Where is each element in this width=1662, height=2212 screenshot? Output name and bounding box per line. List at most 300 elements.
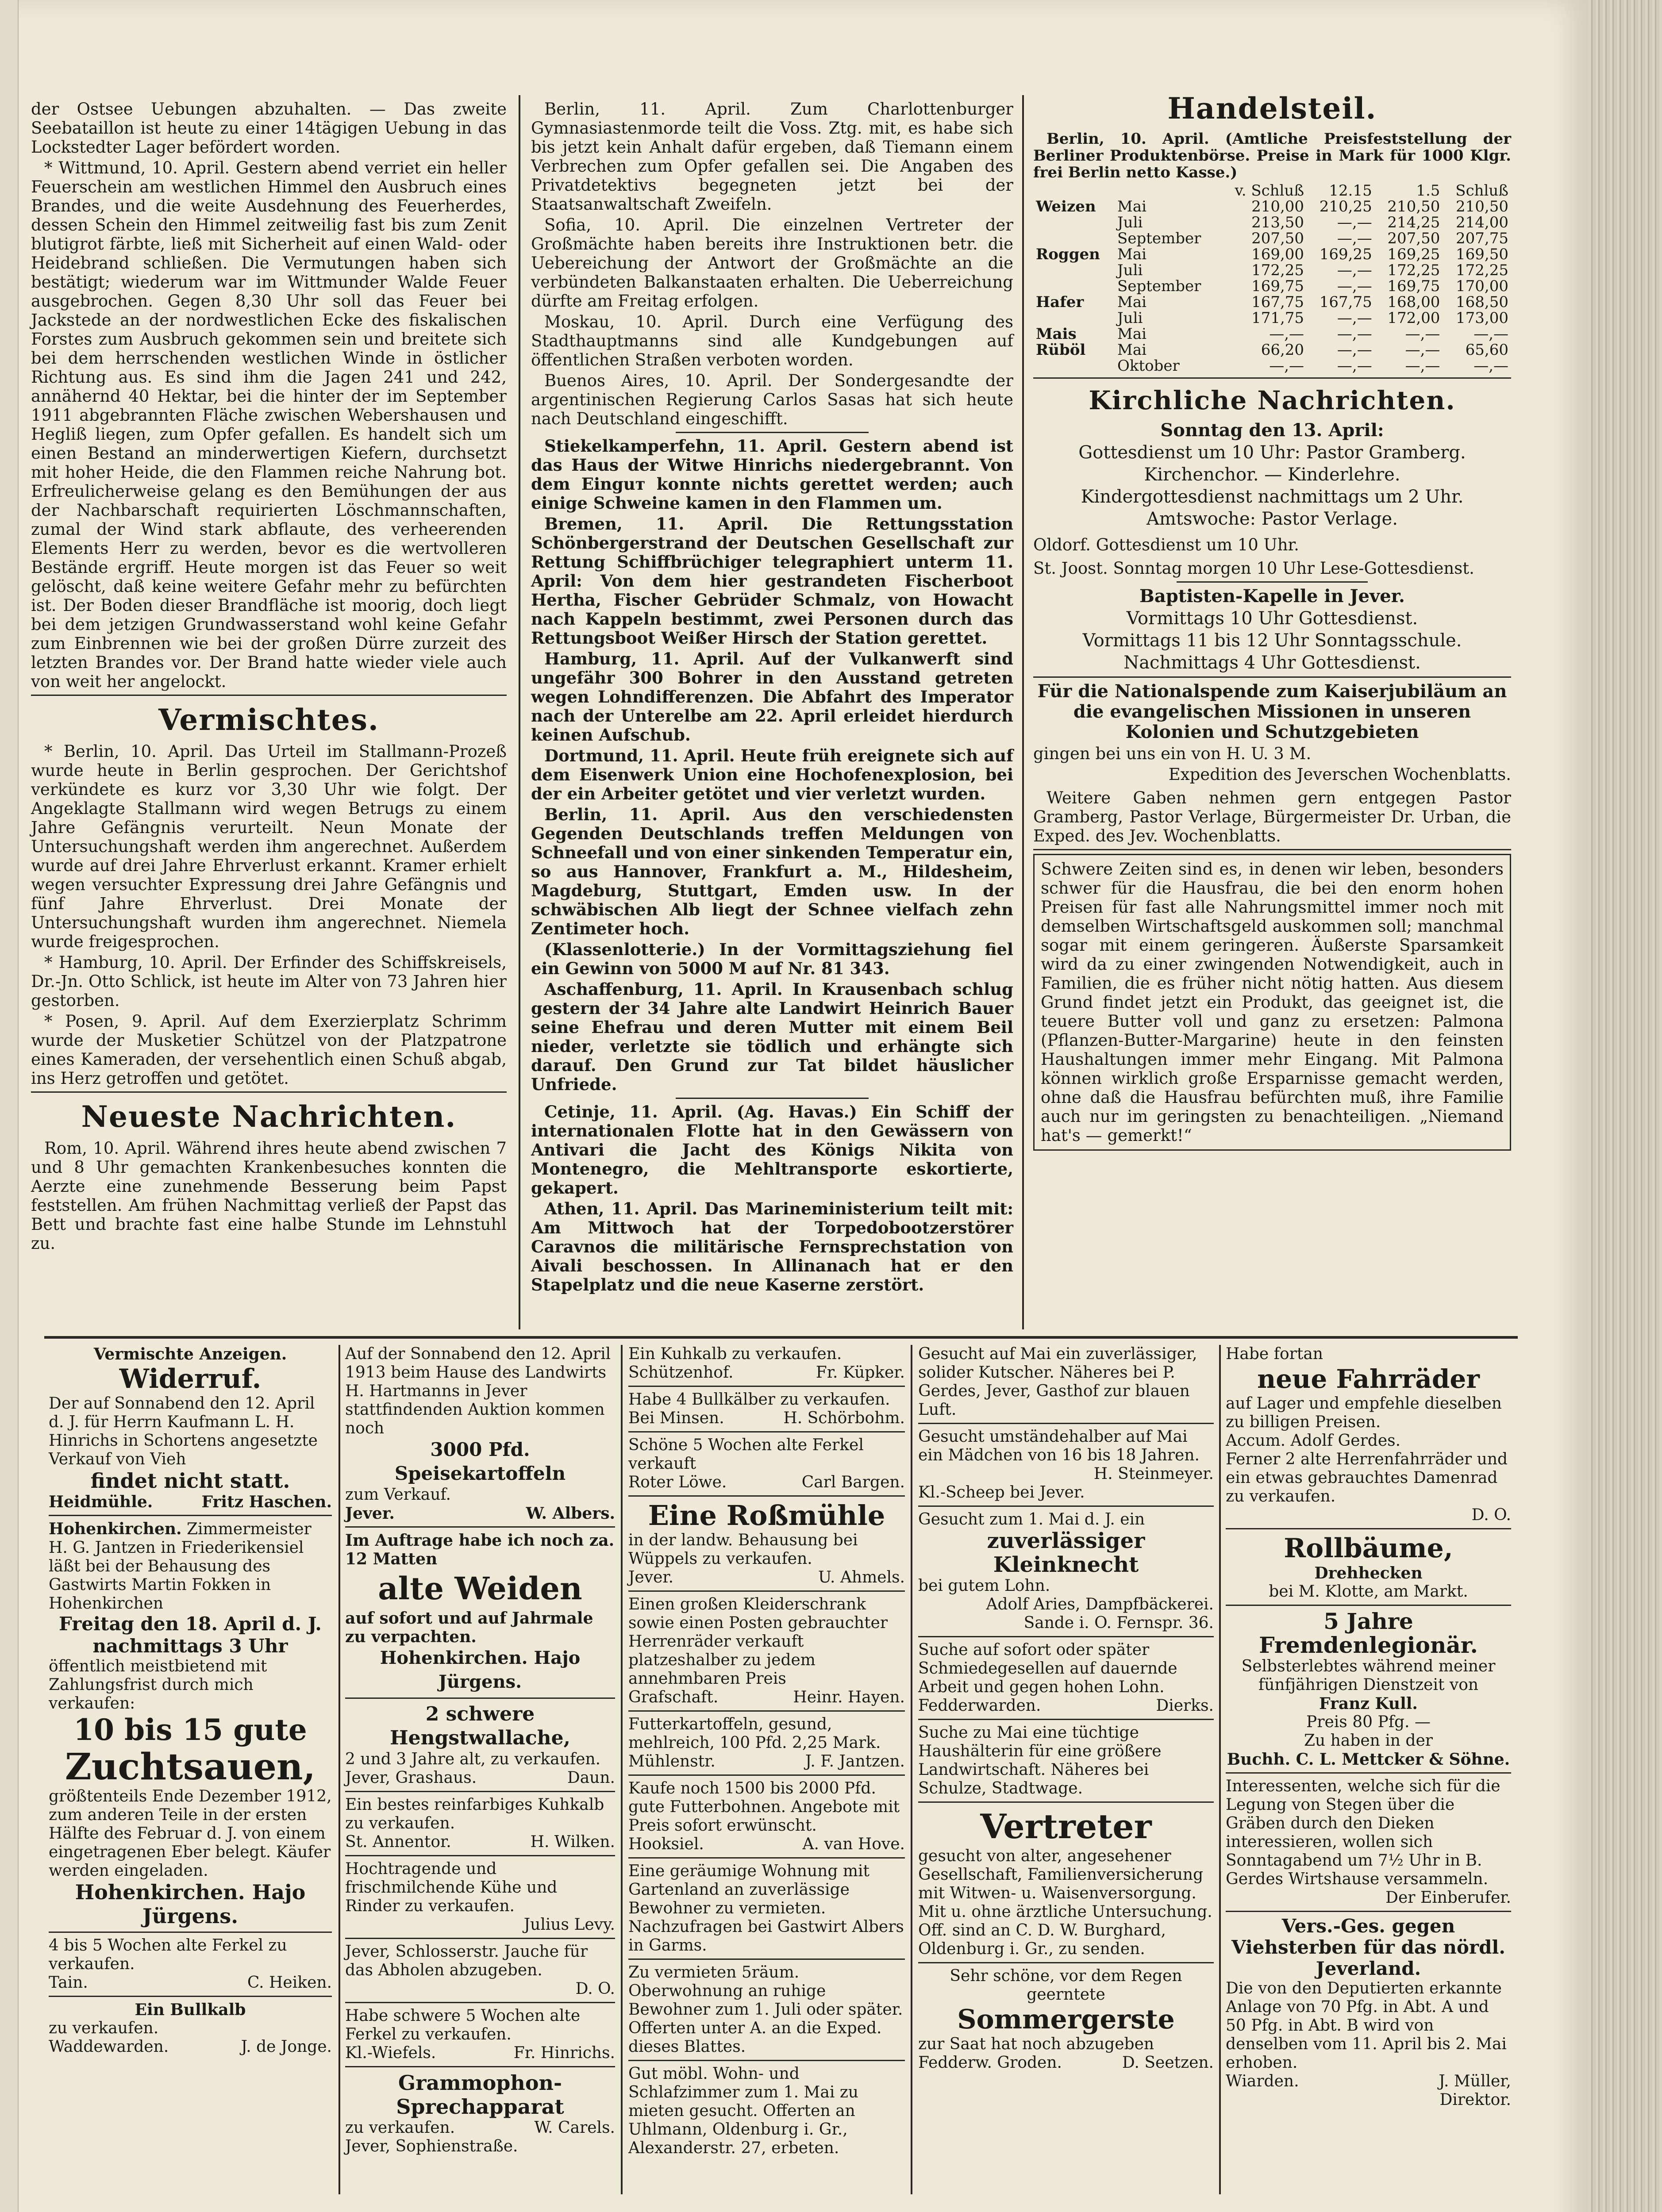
ad-text: Habe schwere 5 Wochen alte Ferkel zu verkaufen.	[345, 2007, 581, 2043]
ad-signer: H. Schörbohm.	[783, 1409, 905, 1427]
article-paragraph: (Klassenlotterie.) In der Vormittagsziehung fiel ein Gewinn von 5000 M auf Nr. 81 343.	[531, 940, 1013, 978]
price-cell: 171,75	[1251, 309, 1304, 327]
price-cell: 210,00	[1251, 198, 1304, 215]
ad-headline: Eine Roßmühle	[648, 1499, 885, 1532]
ads-column-c	[628, 1345, 905, 2158]
ad-text: Suche zu Mai eine tüchtige Haushälterin für eine größere Landwirtschaft. Näheres bei Schulze, Stadtwage.	[918, 1724, 1162, 1797]
month-cell: Mai	[1117, 246, 1147, 263]
ad-signer: Fr. Hinrichs.	[513, 2044, 615, 2062]
ad-divider	[628, 2060, 905, 2061]
ad-shop: Buchh. C. L. Mettcker & Söhne.	[1227, 1750, 1510, 1769]
month-cell: Mai	[1117, 341, 1147, 359]
month-cell: Mai	[1117, 293, 1147, 311]
article-paragraph: der Ostsee Uebungen abzuhalten. — Das zweite Seebataillon ist heute zu einer 14tägigen Uebung in das Lockstedter Lager befördert worden.	[31, 100, 507, 157]
price-cell: 214,25	[1387, 214, 1440, 231]
ad-place: Hooksiel.	[628, 1835, 704, 1853]
ad-text-body: Zimmermeister H. G. Jantzen in Friederikensiel läßt bei der Behausung des Gastwirts Martin Fokken in Hohenkirchen	[49, 1520, 312, 1613]
column-1	[31, 100, 507, 1255]
ad-signer: D. Seetzen.	[1122, 2054, 1214, 2072]
ad-divider	[918, 1719, 1214, 1720]
ad-signature	[345, 2119, 615, 2137]
section-heading-handelsteil: Handelsteil.	[1167, 91, 1377, 126]
ad-text: auf Lager und empfehle dieselben zu billigen Preisen.	[1226, 1394, 1502, 1431]
ad-divider	[628, 1590, 905, 1592]
price-cell: 213,50	[1251, 214, 1304, 231]
price-cell: —,—	[1337, 341, 1372, 359]
table-header-cell: Schluß	[1455, 182, 1508, 200]
article-paragraph: Bremen, 11. April. Die Rettungsstation Schönbergerstrand der Deutschen Gesellschaft zur Rettung Schiffbrüchiger telegraphiert unterm 11. April: Von dem hier gestrandeten Fischerboot Hertha, Fischer Gebrüder Schmalz, von Howacht nach Kappeln bestimmt, zwei Personen durch das Rettungsboot Weißer Hirsch der Station gerettet.	[531, 514, 1013, 648]
ad-divider	[628, 1431, 905, 1432]
ad-divider	[628, 1857, 905, 1859]
article-paragraph: Athen, 11. April. Das Marineministerium teilt mit: Am Mittwoch hat der Torpedobootzerstörer Caravnos die militärische Fernsprechstation von Aivali beschossen. In Allinanach hat er den Stapelplatz und die neue Kaserne zerstört.	[531, 1199, 1013, 1294]
service-line: Nachmittags 4 Uhr Gottesdienst.	[1123, 653, 1421, 673]
section-divider	[676, 432, 869, 433]
section-divider	[31, 695, 507, 696]
ad-divider	[345, 2066, 615, 2067]
ad-signer-title: Direktor.	[1439, 2091, 1511, 2109]
section-heading-neueste: Neueste Nachrichten.	[81, 1099, 457, 1134]
price-cell: —,—	[1269, 357, 1304, 375]
price-cell: —,—	[1269, 325, 1304, 343]
month-cell: September	[1117, 277, 1201, 295]
price-cell: 169,00	[1251, 246, 1304, 263]
ad-address: Jever, Sophienstraße.	[345, 2137, 518, 2155]
ad-headline: neue Fahrräder	[1257, 1364, 1480, 1394]
ad-signer: J. Müller,	[1439, 2072, 1511, 2090]
ad-text: größtenteils Ende Dezember 1912, zum anderen Teile in der ersten Hälfte des Februar d. J. von einem eingetragenen Eber belegt. Käufer werden eingeladen.	[49, 1787, 332, 1880]
commodity-cell: Weizen	[1036, 198, 1096, 215]
latest-telegrams	[531, 437, 1013, 1294]
column-rule	[1219, 1345, 1221, 2194]
service-line: Gottesdienst um 10 Uhr: Pastor Gramberg.	[1078, 442, 1466, 463]
article-paragraph: * Hamburg, 10. April. Der Erfinder des Schiffskreisels, Dr.-Jn. Otto Schlick, ist heute im Alter von 73 Jahren hier gestorben.	[31, 953, 507, 1010]
ad-headline: 3000 Pfd. Speisekartoffeln	[394, 1439, 566, 1484]
table-header-cell: v. Schluß	[1235, 182, 1304, 200]
ad-divider	[345, 1938, 615, 1939]
book-edge	[1589, 0, 1662, 2212]
ad-text	[49, 1520, 332, 1613]
price-cell: —,—	[1405, 325, 1440, 343]
price-cell: —,—	[1473, 357, 1508, 375]
price-cell: —,—	[1337, 309, 1372, 327]
ad-headline: Rollbäume,	[1284, 1533, 1453, 1564]
ad-signer: Daun.	[567, 1769, 615, 1787]
ad-signer: W. Carels.	[534, 2119, 615, 2137]
ad-headline: Grammophon-Sprechapparat	[396, 2071, 564, 2119]
table-row	[1033, 310, 1511, 326]
ad-divider	[1226, 1605, 1511, 1606]
article-paragraph: Stiekelkamperfehn, 11. April. Gestern abend ist das Haus der Witwe Hinrichs niedergebrannt. Von dem Einguт konnte nichts gerettet werden; auch einige Schweine kamen in den Flammen um.	[531, 436, 1013, 513]
ad-place: Fedderw. Groden.	[918, 2054, 1062, 2072]
ad-divider	[49, 1932, 332, 1933]
baptist-heading: Baptisten-Kapelle in Jever.	[1139, 586, 1405, 607]
ad-divider	[49, 1996, 332, 1997]
ad-place: Hohenkirchen.	[49, 1520, 182, 1538]
ad-signature: Der Einberufer.	[1385, 1889, 1511, 1907]
ad-signature	[345, 1504, 615, 1523]
ad-author: Franz Kull.	[1319, 1694, 1418, 1713]
ad-signature	[49, 2038, 332, 2056]
price-cell: 172,25	[1251, 261, 1304, 279]
ad-text: Eine geräumige Wohnung mit Gartenland an zuverlässige Bewohner zu vermieten. Nachzufragen bei Gastwirt Albers in Garms.	[628, 1862, 904, 1955]
price-cell: 173,00	[1456, 309, 1508, 327]
price-cell: 167,75	[1319, 293, 1372, 311]
column-rule	[621, 1345, 623, 2194]
table-header-cell	[1033, 183, 1115, 199]
ad-text: zu verkaufen.	[49, 2019, 159, 2037]
ad-text: Ein bestes reinfarbiges Kuhkalb zu verkaufen.	[345, 1796, 604, 1832]
ad-price: Preis 80 Pfg. —	[1306, 1713, 1431, 1731]
ad-signer: C. Heiken.	[247, 1974, 332, 1992]
table-header-row	[1033, 183, 1511, 199]
section-heading-vermischtes: Vermischtes.	[158, 703, 379, 737]
ad-text: zu verkaufen.	[345, 2119, 455, 2137]
ad-headline: Sommergerste	[957, 2004, 1175, 2035]
service-line: Oldorf. Gottesdienst um 10 Uhr.	[1033, 535, 1299, 554]
ad-place: Fedderwarden.	[918, 1697, 1041, 1715]
ad-address: Kl.-Scheep bei Jever.	[918, 1483, 1085, 1502]
price-cell: 170,00	[1456, 277, 1508, 295]
ad-headline: Vertreter	[980, 1807, 1152, 1846]
donation-heading: Für die Nationalspende zum Kaiserjubiläum an die evangelischen Missionen in unseren Kolonien und Schutzgebieten	[1037, 681, 1507, 742]
commodity-cell: Rüböl	[1036, 341, 1086, 359]
ad-divider	[918, 1423, 1214, 1424]
price-cell: 172,00	[1387, 309, 1440, 327]
ad-headline: alte Weiden	[378, 1570, 582, 1607]
ads-column-a	[49, 1345, 332, 2056]
donation-line: gingen bei uns ein von H. U. 3 M.	[1033, 744, 1312, 763]
palmona-advert: Schwere Zeiten sind es, in denen wir leben, besonders schwer für die Hausfrau, die bei den enorm hohen Preisen für fast alle Nahrungsmittel immer noch mit demselben Wirtschaftsgeld auskommen soll; manchmal sogar mit einem geringeren. Äußerste Sparsamkeit wird da zu einer zwingenden Notwendigkeit, auch in Familien, die es früher nicht nötig hatten. Aus diesem Grund findet jetzt ein Produkt, das geeignet ist, die teuere Butter voll und ganz zu ersetzen: Palmona (Pflanzen-Butter-Margarine) heute in den feinsten Haushaltungen immer mehr Eingang. Mit Palmona können wirklich große Ersparnisse gemacht werden, ohne daß die Hausfrau befürchten muß, ihre Familie auch nur im geringsten zu benachteiligen. „Niemand hat's — gemerkt!“	[1033, 854, 1511, 1151]
ad-divider	[345, 1697, 615, 1699]
price-cell: —,—	[1337, 230, 1372, 247]
ad-text: 4 bis 5 Wochen alte Ferkel zu verkaufen.	[49, 1936, 287, 1973]
ad-text: Einen großen Kleiderschrank sowie einen Posten gebrauchter Herrenräder verkauft platzeshalber zu jedem annehmbaren Preis	[628, 1595, 888, 1688]
ad-signature	[918, 2054, 1214, 2072]
price-cell: 207,75	[1456, 230, 1508, 247]
price-cell: 65,60	[1465, 341, 1508, 359]
month-cell: Juli	[1117, 261, 1143, 279]
commodity-cell	[1033, 278, 1115, 294]
ad-headline: zuverlässiger Kleinknecht	[987, 1528, 1145, 1577]
ad-signer: J. F. Jantzen.	[805, 1752, 905, 1770]
donation-signature: Expedition des Jeverschen Wochenblatts.	[1168, 765, 1511, 784]
ad-text: 2 und 3 Jahre alt, zu verkaufen.	[345, 1750, 601, 1768]
month-cell: Oktober	[1117, 357, 1180, 375]
table-header-cell: 1.5	[1416, 182, 1440, 200]
commodity-cell	[1033, 215, 1115, 230]
price-cell: 168,50	[1456, 293, 1508, 311]
table-header-cell: 12.15	[1329, 182, 1372, 200]
ad-signer: H. Wilken.	[530, 1833, 615, 1851]
price-cell: 169,50	[1456, 246, 1508, 263]
table-row	[1033, 230, 1511, 246]
ad-text: Habe 4 Bullkälber zu verkaufen.	[628, 1390, 890, 1409]
section-divider	[676, 1098, 869, 1099]
ad-headline: findet nicht statt.	[90, 1469, 290, 1493]
ad-signature	[628, 1409, 905, 1428]
article-paragraph: Buenos Aires, 10. April. Der Sondergesandte der argentinischen Regierung Carlos Sasas hat sich heute nach Deutschland eingeschifft.	[531, 371, 1013, 428]
ad-divider	[628, 1959, 905, 1960]
article-paragraph: * Posen, 9. April. Auf dem Exerzierplatz Schrimm wurde der Musketier Schützel von der Platzpatrone eines Kameraden, der versehentlich einen Schuß abgab, ins Herz getroffen und getötet.	[31, 1012, 507, 1088]
ad-text: Jever, Schlosserstr. Jauche für das Abholen abzugeben.	[345, 1943, 588, 1979]
ad-text: gesucht von alter, angesehener Gesellschaft, Familienversicherung mit Witwen- u. Waisenversorgung. Mit u. ohne ärztliche Untersuchung. Off. sind an C. D. W. Burghard, Oldenburg i. Gr., zu senden.	[918, 1847, 1212, 1958]
ad-divider	[628, 1495, 905, 1497]
column-rule	[519, 95, 520, 1329]
previous-page-edge	[0, 0, 19, 2212]
article-paragraph: Moskau, 10. April. Durch eine Verfügung des Stadthauptmanns sind alle Kundgebungen auf öffentlichen Straßen verboten worden.	[531, 312, 1013, 369]
table-row	[1033, 326, 1511, 342]
ad-title: Ein Bullkalb	[135, 2001, 246, 2019]
column-rule	[339, 1345, 340, 2194]
ad-place: Waddewarden.	[49, 2038, 169, 2056]
price-cell: 214,00	[1456, 214, 1508, 231]
price-cell: 207,50	[1251, 230, 1304, 247]
ad-divider	[345, 1855, 615, 1856]
price-cell: 167,75	[1251, 293, 1304, 311]
table-row	[1033, 215, 1511, 230]
ad-signer: Carl Bargen.	[801, 1473, 905, 1491]
ad-text: Sehr schöne, vor dem Regen geerntete	[950, 1967, 1182, 2004]
month-cell: September	[1117, 230, 1201, 247]
ad-place: Grafschaft.	[628, 1688, 719, 1706]
ad-text: Im Auftrage habe ich noch za. 12 Matten	[345, 1531, 615, 1568]
ad-divider	[49, 1515, 332, 1516]
month-cell: Mai	[1117, 325, 1147, 343]
price-cell: 169,75	[1251, 277, 1304, 295]
ad-signer: Dierks.	[1156, 1697, 1214, 1715]
section-divider	[1177, 581, 1368, 583]
commodity-cell: Roggen	[1036, 246, 1100, 263]
commodity-cell: Hafer	[1036, 293, 1084, 311]
ad-headline: 10 bis 15 gute	[73, 1713, 307, 1747]
ad-place: Kl.-Wiefels.	[345, 2044, 436, 2062]
ad-signature	[628, 1835, 905, 1854]
table-row	[1033, 342, 1511, 358]
ad-text: Ein Kuhkalb zu verkaufen.	[628, 1345, 842, 1363]
ad-text: Ferner 2 alte Herrenfahrräder und ein etwas gebrauchtes Damenrad zu verkaufen.	[1226, 1450, 1508, 1505]
price-cell: 169,25	[1387, 246, 1440, 263]
ads-divider	[44, 1336, 1518, 1339]
ad-divider	[918, 1801, 1214, 1803]
price-cell: 210,50	[1456, 198, 1508, 215]
ad-signature: Julius Levy.	[523, 1916, 615, 1934]
ad-signature	[628, 1473, 905, 1492]
ad-text: Die von den Deputierten erkannte Anlage von 70 Pfg. in Abt. A und 50 Pfg. in Abt. B wird von denselben vom 11. April bis 2. Mai erhoben.	[1226, 1979, 1507, 2072]
ads-section-heading: Vermischte Anzeigen.	[93, 1345, 287, 1363]
article-paragraph: Berlin, 11. April. Zum Charlottenburger Gymnasiastenmorde teilt die Voss. Ztg. mit, es habe sich bis jetzt kein Anhalt dafür ergeben, daß Tiemann einem Verbrechen zum Opfer gefallen sei. Die Angaben des Privatdetektivs begegneten jetzt bei der Staatsanwaltschaft Zweifeln.	[531, 100, 1013, 214]
price-cell: 169,75	[1387, 277, 1440, 295]
price-cell: —,—	[1337, 277, 1372, 295]
ad-text: Auf der Sonnabend den 12. April 1913 beim Hause des Landwirts H. Hartmanns in Jever stattfindenden Auktion kommen noch	[345, 1345, 611, 1437]
ad-text: Suche auf sofort oder später Schmiedegesellen auf dauernde Arbeit und gegen hohen Lohn.	[918, 1641, 1177, 1696]
price-cell: —,—	[1337, 261, 1372, 279]
ad-text: Drehhecken	[1314, 1564, 1423, 1582]
ad-divider	[918, 1505, 1214, 1507]
ad-place: Jever, Grashaus.	[345, 1769, 477, 1787]
ad-signature: H. Steinmeyer.	[1093, 1465, 1214, 1483]
ad-signature: Hohenkirchen. Hajo Jürgens.	[380, 1647, 581, 1692]
table-row	[1033, 294, 1511, 310]
ad-place: Schützenhof.	[628, 1363, 734, 1382]
month-cell: Mai	[1117, 198, 1147, 215]
section-divider	[1033, 377, 1511, 379]
ad-signature	[345, 1833, 615, 1851]
ad-divider	[1226, 1772, 1511, 1774]
ad-place: Wiarden.	[1226, 2072, 1299, 2090]
ad-divider	[1226, 1528, 1511, 1529]
ad-place: Roter Löwe.	[628, 1473, 727, 1491]
article-paragraph: Sofia, 10. April. Die einzelnen Vertreter der Großmächte haben bereits ihre Instruktionen betr. die Uebereichung der Antwort der Großmächte an die verbündeten Balkanstaaten erhalten. Die Ueberreichung dürfte am Freitag erfolgen.	[531, 215, 1013, 311]
ad-signer: A. van Hove.	[802, 1835, 905, 1853]
price-cell: —,—	[1337, 325, 1372, 343]
ad-date: Freitag den 18. April d. J. nachmittags 3 Uhr	[59, 1613, 322, 1657]
price-cell: —,—	[1405, 357, 1440, 375]
ad-signer: J. de Jonge.	[241, 2038, 332, 2056]
column-3	[1033, 91, 1511, 1152]
ad-line: Accum. Adolf Gerdes.	[1226, 1432, 1401, 1450]
ad-signature: Adolf Aries, Dampfbäckerei.	[986, 1595, 1214, 1613]
ad-signature	[628, 1363, 905, 1382]
month-cell: Juli	[1117, 214, 1143, 231]
ad-headline: 2 schwere Hengstwallache,	[390, 1703, 570, 1749]
ad-signature	[628, 1568, 905, 1587]
column-rule	[1022, 95, 1024, 1329]
donation-note: Weitere Gaben nehmen gern entgegen Pastor Gramberg, Pastor Verlage, Bürgermeister Dr. Urban, die Exped. des Jev. Wochenblatts.	[1033, 788, 1511, 845]
article-paragraph: Dortmund, 11. April. Heute früh ereignete sich auf dem Eisenwerk Union eine Hochofenexplosion, bei der ein Arbeiter getötet und vier verletzt wurden.	[531, 746, 1013, 803]
ad-divider	[628, 1710, 905, 1712]
ad-text: Habe fortan	[1226, 1345, 1323, 1363]
ad-divider	[1226, 1911, 1511, 1912]
ad-text: Selbsterlebtes während meiner fünfjährigen Dienstzeit von	[1241, 1657, 1496, 1694]
ad-text: Der auf Sonnabend den 12. April d. J. für Herrn Kaufmann L. H. Hinrichs in Schortens angesetzte Verkauf von Vieh	[49, 1394, 318, 1468]
ad-signature	[49, 1493, 332, 1511]
article-paragraph: Cetinje, 11. April. (Ag. Havas.) Ein Schiff der internationalen Flotte hat in den Gewässern von Antivari die Jacht des Königs Nikita von Montenegro, die Mehltransporte eskortierte, gekapert.	[531, 1102, 1013, 1198]
ad-place: Heidmühle.	[49, 1493, 153, 1511]
ad-text: bei gutem Lohn.	[918, 1577, 1050, 1595]
ad-text: in der landw. Behausung bei Wüppels zu verkaufen.	[628, 1531, 858, 1568]
service-line: Vormittags 11 bis 12 Uhr Sonntagsschule.	[1082, 630, 1462, 651]
section-divider	[1033, 676, 1511, 678]
ad-signature: D. O.	[1471, 1506, 1511, 1524]
table-header-cell	[1115, 183, 1219, 199]
table-row	[1033, 358, 1511, 374]
table-row	[1033, 199, 1511, 215]
price-cell: 172,25	[1387, 261, 1440, 279]
price-cell: —,—	[1337, 357, 1372, 375]
ad-place: Jever.	[628, 1568, 674, 1586]
ads-column-e	[1226, 1345, 1511, 2109]
service-line: Kindergottesdienst nachmittags um 2 Uhr.	[1081, 487, 1464, 507]
service-line: St. Joost. Sonntag morgen 10 Uhr Lese-Gottesdienst.	[1033, 559, 1474, 578]
table-row	[1033, 278, 1511, 294]
commodity-cell: Mais	[1036, 325, 1077, 343]
ad-divider	[345, 2002, 615, 2003]
ad-signature	[1226, 2072, 1511, 2091]
ad-text: Gesucht auf Mai ein zuverlässiger, solider Kutscher. Näheres bei P. Gerdes, Jever, Gasthof zur blauen Luft.	[918, 1345, 1197, 1419]
ad-text: Zu haben in der	[1304, 1732, 1433, 1750]
ad-place: Jever.	[345, 1504, 395, 1523]
ad-text: Interessenten, welche sich für die Legung von Stegen über die Gräben durch den Dieken interessieren, wollen sich Sonntagabend um 7½ Uhr in B. Gerdes Wirtshause versammeln.	[1226, 1777, 1500, 1888]
ad-signature	[345, 1769, 615, 1787]
price-cell: —,—	[1473, 325, 1508, 343]
ad-text: bei M. Klotte, am Markt.	[1269, 1582, 1468, 1601]
ad-signature	[628, 1752, 905, 1771]
ad-divider	[628, 1774, 905, 1776]
article-paragraph: * Wittmund, 10. April. Gestern abend verriet ein heller Feuerschein am westlichen Himmel den Ausbruch eines Brandes, und die weite Ausdehnung des Feuerherdes, dessen Schein den Himmel zeitweilig fast bis zum Zenit blutigrot färbte, ließ mit Sicherheit auf einen Wald- oder Heidebrand schließen. Die Vermutungen haben sich bestätigt; wiederum war im Wittmunder Walde Feuer ausgebrochen. Gegen 8,30 Uhr soll das Feuer bei Jackstede an der nordwestlichen Ecke des fiskalischen Forstes zum Ausbruch gekommen sein und breitete sich bei dem herrschenden westlichen Winde in östlicher Richtung aus. Es sind ihm die Jagen 241 und 242, annähernd 40 Hektar, bei die hinter der im September 1911 abgebrannten Fläche zwischen Webershausen und Hegliß liegen, zum Opfer gefallen. Es handelt sich um einen Bestand an minderwertigen Kiefern, durchsetzt mit hoher Heide, die den Flammen reiche Nahrung bot. Erfreulicherweise gelang es den Bemühungen der aus der Nachbarschaft requirierten Löschmannschaften, zumal der Wind stark abflaute, des verheerenden Elements Herr zu werden, bevor es die wertvolleren Bestände ergriff. Heute morgen ist das Feuer so weit gelöscht, daß keine weitere Gefahr mehr zu befürchten ist. Der Boden dieser Brandfläche ist moorig, doch liegt bei dem jetzigen Grundwasserstand wohl keine Gefahr zum Einbrennen wie bei der großen Dürre zurzeit des letzten Brandes vor. Der Brand hatte wieder viele auch von weit her angelockt.	[31, 158, 507, 691]
price-cell: —,—	[1337, 214, 1372, 231]
ad-text: Hochtragende und frischmilchende Kühe und Rinder zu verkaufen.	[345, 1860, 558, 1915]
ad-divider	[345, 1526, 615, 1528]
ad-address: Sande i. O. Fernspr. 36.	[1023, 1614, 1214, 1632]
sunday-date: Sonntag den 13. April:	[1160, 420, 1384, 441]
ad-signer: U. Ahmels.	[818, 1568, 905, 1586]
ad-signature	[918, 1697, 1214, 1715]
ad-signer: Fr. Küpker.	[816, 1363, 905, 1382]
column-2	[531, 100, 1013, 1296]
commodity-cell	[1033, 310, 1115, 326]
ad-text: Kaufe noch 1500 bis 2000 Pfd. gute Futterbohnen. Angebote mit Preis sofort erwünscht.	[628, 1779, 900, 1835]
ad-divider	[918, 1636, 1214, 1637]
ad-place: Mühlenstr.	[628, 1752, 716, 1770]
service-line: Vormittags 10 Uhr Gottesdienst.	[1126, 608, 1418, 629]
price-cell: 168,00	[1387, 293, 1440, 311]
service-line: Kirchenchor. — Kinderlehre.	[1144, 465, 1400, 485]
section-heading-kirchliche: Kirchliche Nachrichten.	[1089, 385, 1456, 415]
price-cell: —,—	[1405, 341, 1440, 359]
article-paragraph: Berlin, 11. April. Aus den verschiedensten Gegenden Deutschlands treffen Meldungen von Schneefall und von einer sinkenden Temperatur ein, so aus Hannover, Frankfurt a. M., Hildesheim, Magdeburg, Stuttgart, Emden usw. In der schwäbischen Alb liegt der Schnee vielfach zehn Zentimeter hoch.	[531, 805, 1013, 938]
market-price-table	[1033, 183, 1511, 374]
commodity-cell	[1033, 358, 1115, 374]
article-paragraph: Hamburg, 11. April. Auf der Vulkanwerft sind ungefähr 300 Bohrer in den Ausstand getreten wegen Lohndifferenzen. Die Abfahrt des Imperator nach der Unterelbe am 22. April erleidet hierdurch keinen Aufschub.	[531, 649, 1013, 745]
table-row	[1033, 246, 1511, 262]
market-intro: Berlin, 10. April. (Amtliche Preisfeststellung der Berliner Produktenbörse. Preise in Mark für 1000 Klgr. frei Berlin netto Kasse.)	[1033, 130, 1511, 181]
commodity-cell	[1033, 262, 1115, 278]
ad-title: Widerruf.	[119, 1363, 262, 1394]
ad-text: zum Verkauf.	[345, 1486, 451, 1504]
ad-signature	[628, 1688, 905, 1707]
month-cell: Juli	[1117, 309, 1143, 327]
ad-text: Zu vermieten 5räum. Oberwohnung an ruhige Bewohner zum 1. Juli oder später. Offerten unter A. an die Exped. dieses Blattes.	[628, 1963, 903, 2056]
column-rule	[911, 1345, 912, 2194]
ad-place: St. Annentor.	[345, 1833, 451, 1851]
section-divider	[1033, 849, 1511, 850]
service-line: Amtswoche: Pastor Verlage.	[1146, 509, 1398, 529]
price-cell: 66,20	[1261, 341, 1304, 359]
ad-text: öffentlich meistbietend mit Zahlungsfrist durch mich verkaufen:	[49, 1657, 267, 1713]
price-cell: 210,50	[1387, 198, 1440, 215]
ads-column-d	[918, 1345, 1214, 2072]
section-divider	[31, 1091, 507, 1093]
ad-text: zur Saat hat noch abzugeben	[918, 2035, 1154, 2053]
ad-divider	[345, 1791, 615, 1792]
price-cell: 172,25	[1456, 261, 1508, 279]
price-cell: 207,50	[1387, 230, 1440, 247]
ad-signer: Fritz Haschen.	[201, 1493, 332, 1511]
ad-text: auf sofort und auf Jahrmale zu verpachten.	[345, 1609, 593, 1646]
ad-text: Gesucht umständehalber auf Mai ein Mädchen von 16 bis 18 Jahren.	[918, 1428, 1200, 1464]
ad-signature	[49, 1974, 332, 1992]
ad-signer: Heinr. Hayen.	[793, 1688, 905, 1706]
ad-headline: 5 Jahre Fremdenlegionär.	[1259, 1608, 1478, 1658]
ad-divider	[628, 1386, 905, 1387]
table-row	[1033, 262, 1511, 278]
ad-headline: Zuchtsauen,	[65, 1746, 316, 1788]
ad-text: Schöne 5 Wochen alte Ferkel verkauft	[628, 1436, 864, 1473]
commodity-cell	[1033, 230, 1115, 246]
ad-text: Gesucht zum 1. Mai d. J. ein	[918, 1510, 1145, 1528]
ad-divider	[918, 1962, 1214, 1963]
ad-place: Bei Minsen.	[628, 1409, 724, 1427]
